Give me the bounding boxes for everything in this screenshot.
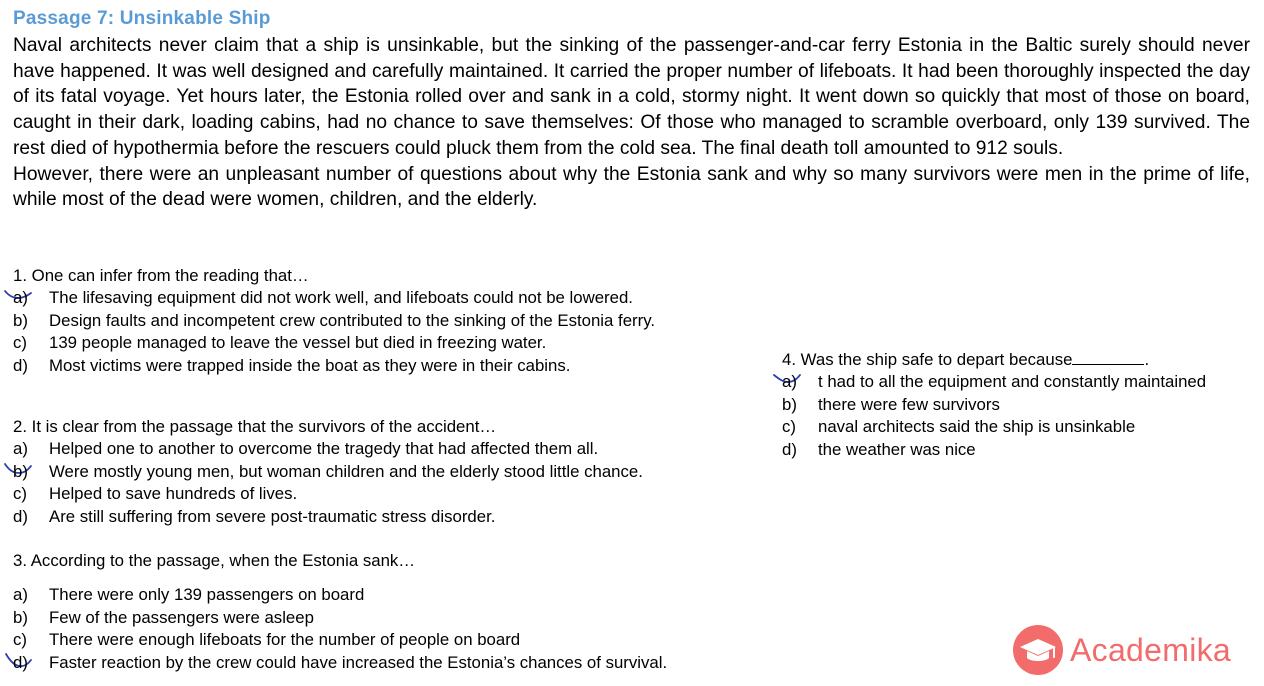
option-text: 139 people managed to leave the vessel but died in freezing water. [49, 333, 547, 353]
option-text: The lifesaving equipment did not work well, and lifeboats could not be lowered. [49, 288, 633, 308]
option-letter: b) [13, 461, 28, 481]
question-4 [782, 349, 1218, 461]
option-letter: d) [13, 506, 28, 526]
option-letter: b) [13, 310, 28, 330]
option-text: Few of the passengers were asleep [49, 607, 314, 627]
option-letter: d) [13, 355, 28, 375]
question-4-stem [782, 349, 1218, 371]
option-text: Helped to save hundreds of lives. [49, 484, 298, 504]
question-4-option-d[interactable] [782, 439, 1218, 461]
option-text: Most victims were trapped inside the boat as they were in their cabins. [49, 355, 571, 375]
option-letter: a) [13, 288, 28, 308]
question-1 [13, 265, 655, 377]
option-text: Design faults and incompetent crew contributed to the sinking of the Estonia ferry. [49, 310, 656, 330]
option-letter: d) [782, 439, 797, 459]
option-text: naval architects said the ship is unsinkable [818, 417, 1136, 437]
option-text: t had to all the equipment and constantly maintained [818, 372, 1207, 392]
option-text: There were enough lifeboats for the number of people on board [49, 630, 521, 650]
answer-blank [1072, 349, 1144, 365]
question-2-stem: 2. It is clear from the passage that the survivors of the accident… [13, 417, 497, 436]
option-text: there were few survivors [818, 394, 1000, 414]
passage-paragraph-2: However, there were an unpleasant number of questions about why the Estonia sank and why so many survivors were men in the prime of life, while most of the dead were women, children, and the elderly. [13, 163, 1250, 211]
option-text: Were mostly young men, but woman children and the elderly stood little chance. [49, 461, 643, 481]
question-2 [13, 416, 643, 528]
option-text: Are still suffering from severe post-traumatic stress disorder. [49, 506, 496, 526]
option-letter: a) [13, 585, 28, 605]
option-text: the weather was nice [818, 439, 976, 459]
option-text: Helped one to another to overcome the tragedy that had affected them all. [49, 439, 599, 459]
graduation-cap-icon [1012, 624, 1064, 676]
question-1-option-b[interactable] [13, 310, 655, 332]
question-1-option-a[interactable] [13, 287, 655, 309]
question-2-option-a[interactable] [13, 438, 643, 460]
option-letter: c) [13, 484, 27, 504]
question-2-option-b[interactable] [13, 461, 643, 483]
option-letter: a) [13, 439, 28, 459]
question-4-option-c[interactable] [782, 416, 1218, 438]
option-letter: c) [13, 333, 27, 353]
option-letter: b) [13, 607, 28, 627]
logo-text: Academika [1070, 631, 1231, 668]
question-3 [13, 550, 667, 674]
option-letter: c) [13, 630, 27, 650]
passage-body [13, 33, 1250, 213]
option-text: Faster reaction by the crew could have increased the Estonia’s chances of survival. [49, 652, 668, 672]
question-3-option-b[interactable] [13, 607, 667, 629]
option-text: There were only 139 passengers on board [49, 585, 365, 605]
question-4-stem-end: . [1144, 350, 1150, 369]
academika-logo [1012, 624, 1231, 676]
question-4-option-a[interactable] [782, 371, 1218, 393]
question-1-option-c[interactable] [13, 332, 655, 354]
question-3-option-c[interactable] [13, 629, 667, 651]
question-2-option-c[interactable] [13, 483, 643, 505]
question-3-option-d[interactable] [13, 652, 667, 674]
option-letter: d) [13, 652, 28, 672]
passage-paragraph-1: Naval architects never claim that a ship is unsinkable, but the sinking of the passenger-and-car ferry Estonia in the Baltic surely should never have happened. It was well designed and carefully maintained. It carried the proper number of lifeboats. It had been thoroughly inspected the day of its fatal voyage. Yet hours later, the Estonia rolled over and sank in a cold, stormy night. It went down so quickly that most of those on board, caught in their dark, loading cabins, had no chance to save themselves: Of those who managed to scramble overboard, only 139 survived. The rest died of hypothermia before the rescuers could pluck them from the cold sea. The final death toll amounted to 912 souls. [13, 35, 1250, 159]
question-3-option-a[interactable] [13, 584, 667, 606]
option-letter: b) [782, 394, 797, 414]
question-3-stem: 3. According to the passage, when the Estonia sank… [13, 551, 416, 570]
question-1-option-d[interactable] [13, 355, 655, 377]
question-4-stem-text: 4. Was the ship safe to depart because [782, 350, 1073, 369]
question-2-option-d[interactable] [13, 506, 643, 528]
question-1-stem: 1. One can infer from the reading that… [13, 266, 309, 285]
option-letter: c) [782, 417, 796, 437]
question-4-option-b[interactable] [782, 394, 1218, 416]
passage-title: Passage 7: Unsinkable Ship [13, 8, 271, 29]
option-letter: a) [782, 372, 797, 392]
